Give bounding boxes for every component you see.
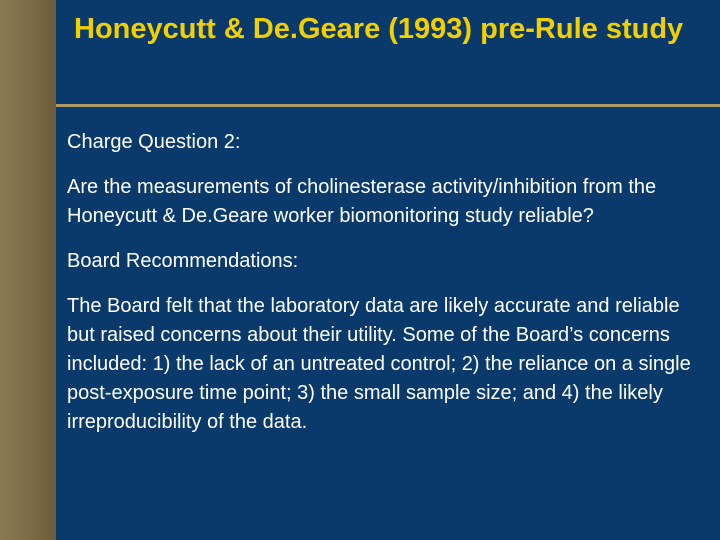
title-divider bbox=[56, 104, 720, 107]
slide-title: Honeycutt & De.Geare (1993) pre-Rule study bbox=[74, 13, 684, 45]
recommendations-text: The Board felt that the laboratory data are likely accurate and reliable but raised concerns about their utility. Some of the Board’s concerns included: 1) the lack of an untreated control; 2) the reliance on a single post-exposure time point; 3) the small sample size; and 4) the likely irreproducibility of the data. bbox=[67, 295, 691, 433]
charge-question-heading: Charge Question 2: bbox=[67, 131, 241, 153]
slide-body bbox=[67, 128, 707, 437]
charge-question-text: Are the measurements of cholinesterase activity/inhibition from the Honeycutt & De.Geare worker biomonitoring study reliable? bbox=[67, 176, 657, 227]
left-decorative-band bbox=[0, 0, 56, 540]
recommendations-heading: Board Recommendations: bbox=[67, 250, 299, 272]
